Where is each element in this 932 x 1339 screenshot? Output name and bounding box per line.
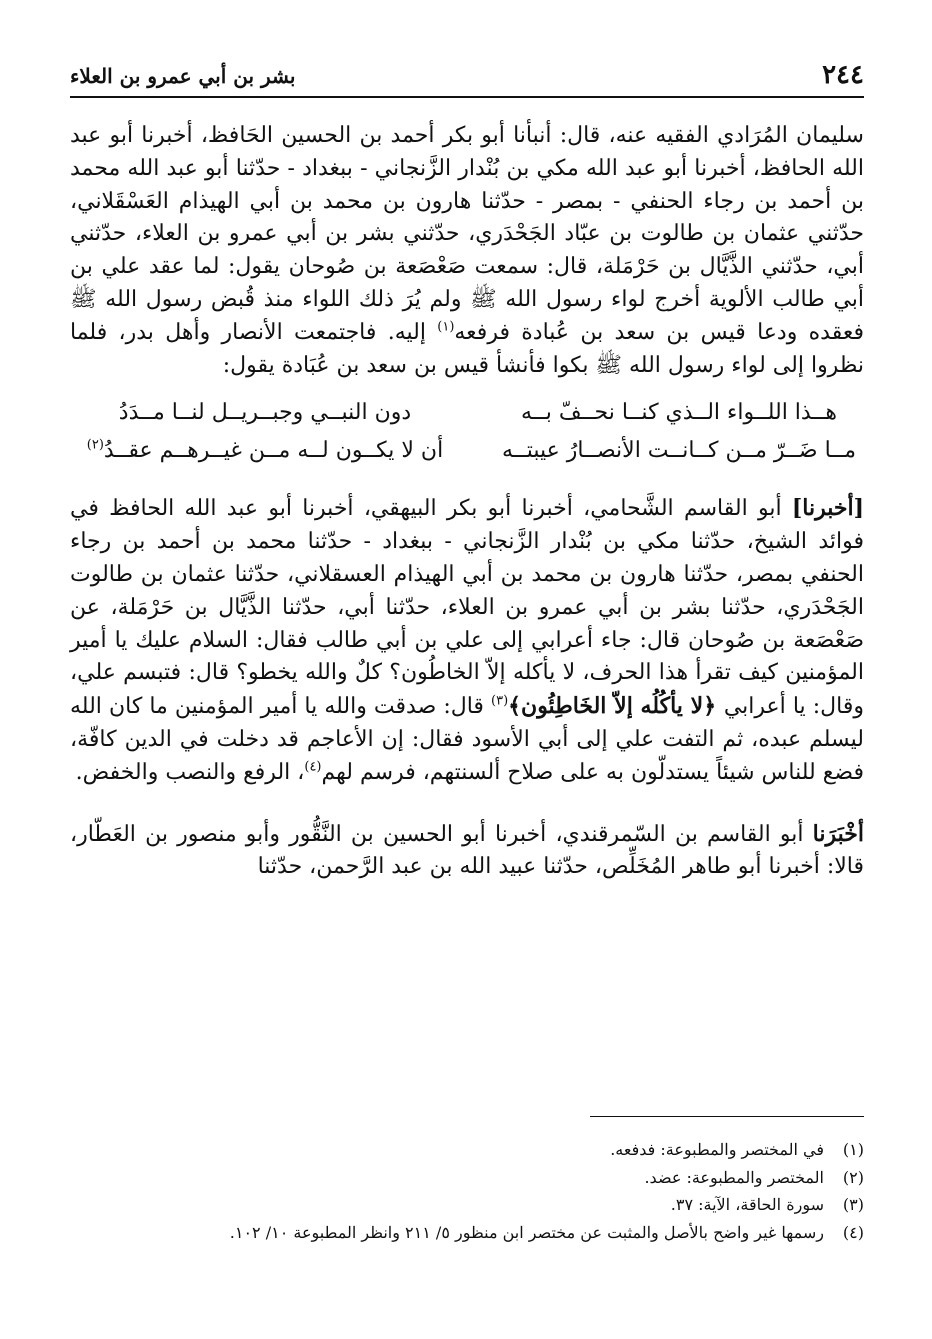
paragraph-3-text: أبو القاسم بن السّمرقندي، أخبرنا أبو الحسين بن النَّقُّور وأبو منصور بن العَطّار، قالا: أخبرنا أبو طاهر المُخَلِّص، حدّثنا عبيد الله بن عبد الرَّحمن، حدّثنا xyxy=(70,821,864,880)
running-title: بشر بن أبي عمرو بن العلاء xyxy=(70,64,296,88)
footnote-ref-4: (٤) xyxy=(304,759,322,775)
paragraph-3-keyword: أخْبَرَنا xyxy=(812,820,864,847)
footnote-item xyxy=(70,1191,864,1219)
footnote-number: (٤) xyxy=(842,1222,864,1242)
paragraph-2-text-c: ، الرفع والنصب والخفض. xyxy=(75,759,305,785)
footnote-number: (٢) xyxy=(842,1167,864,1187)
footnote-item xyxy=(70,1136,864,1164)
footnote-separator xyxy=(590,1116,864,1117)
paragraph-1-text: سليمان المُرَادي الفقيه عنه، قال: أنبأنا أبو بكر أحمد بن الحسين الحَافظ، أخبرنا أبو عبد الله الحافظ، أخبرنا أبو عبد الله مكي بن بُنْدار الزَّنجاني - ببغداد - حدّثنا أبو عبد الله محمد بن أحمد بن رجاء الحنفي - بمصر - حدّثنا هارون بن محمد بن أبي الهيذام العَسْقَلاني، حدّثني عثمان بن طالوت بن عبّاد الجَحْدَري، حدّثني بشر بن أبي عمرو بن العلاء، حدّثني أبي، حدّثني الذَّيَّال بن حَرْمَلة، قال: سمعت صَعْصَعة بن صُوحان يقول: لما عقد علي بن أبي طالب الألوية أخرج لواء رسول الله ﷺ ولم يُرَ ذلك اللواء منذ قُبض رسول الله ﷺ فعقده ودعا قيس بن سعد بن عُبادة فرفعه xyxy=(70,123,864,345)
poem-hemistich: هــذا اللــواء الــذي كنــا نحــفّ بــه xyxy=(521,400,837,426)
paragraph-2-text: أبو القاسم الشَّحامي، أخبرنا أبو بكر البيهقي، أخبرنا أبو عبد الله الحافظ في فوائد الشيخ، حدّثنا مكي بن بُنْدار الزَّنجاني - ببغداد - حدّثنا محمد بن أحمد بن رجاء الحنفي بمصر، حدّثنا هارون بن محمد بن أبي الهيذام العسقلاني، حدّثنا عثمان بن طالوت الجَحْدَري، حدّثنا بشر بن أبي عمرو بن العلاء، حدّثنا أبي، حدّثنا الذَّيَّال بن حَرْمَلة، عن صَعْصَعة بن صُوحان قال: جاء أعرابي إلى علي بن أبي طالب فقال: السلام عليك يا أمير المؤمنين كيف تقرأ هذا الحرف، لا يأكله إلاّ الخاطُون؟ كلٌ والله يخطو؟ قال: فتبسم علي، وقال: يا أعرابي xyxy=(70,496,864,720)
page-header xyxy=(70,56,864,98)
paragraph-2-text-b: قال: صدقت والله يا أمير المؤمنين ما كان الله ليسلم عبده، ثم التفت علي إلى أبي الأسود فقال: إن الأعاجم قد دخلت في الدين كافّة، فضع للناس شيئاً يستدلّون به على صلاح ألسنتهم، فرسم لهم xyxy=(70,694,864,785)
poem-hemistich: مــا ضَــرّ مــن كــانــت الأنصــارُ عيبتــه xyxy=(502,438,856,464)
page-number: ٢٤٤ xyxy=(822,60,864,90)
footnote-item xyxy=(70,1164,864,1192)
paragraph-1-tail: إليه. فاجتمعت الأنصار وأهل بدر، فلما نظروا إلى لواء رسول الله ﷺ بكوا فأنشأ قيس بن سعد بن عُبَادة يقول: xyxy=(70,319,864,378)
poem-hemistich: دون النبــي وجبــريــل لنــا مــدَدُ xyxy=(118,400,412,426)
poem xyxy=(70,394,864,470)
footnote-text: سورة الحاقة، الآية: ٣٧. xyxy=(670,1195,824,1214)
footnote-ref-1: (١) xyxy=(437,319,455,335)
footnote-text: في المختصر والمطبوعة: فدفعه. xyxy=(610,1140,824,1159)
footnote-ref-3: (٣) xyxy=(491,693,509,709)
footnote-number: (١) xyxy=(842,1140,864,1159)
paragraph-2-keyword: [أخبرنا] xyxy=(791,495,864,522)
paragraph-2 xyxy=(70,492,864,789)
footnote-text: رسمها غير واضح بالأصل والمثبت عن مختصر ابن منظور ٥/ ٢١١ وانظر المطبوعة ١٠/ ١٠٢. xyxy=(229,1222,824,1242)
main-text xyxy=(70,120,864,884)
quran-quote: ﴿لا يأكُلُه إلاّ الخَاطِئُون﴾ xyxy=(508,693,724,720)
footnotes xyxy=(70,1136,864,1246)
paragraph-3 xyxy=(70,818,864,885)
footnote-number: (٣) xyxy=(842,1195,864,1214)
paragraph-1 xyxy=(70,120,864,382)
footnote-text: المختصر والمطبوعة: عضد. xyxy=(644,1167,824,1187)
poem-hemistich-text: أن لا يكــون لــه مــن غيــرهــم عقــدُ xyxy=(103,438,444,464)
poem-hemistich xyxy=(80,432,450,470)
footnote-ref-2: (٢) xyxy=(86,438,104,454)
poem-line xyxy=(70,432,864,470)
footnote-item xyxy=(70,1219,864,1247)
poem-line xyxy=(70,394,864,432)
